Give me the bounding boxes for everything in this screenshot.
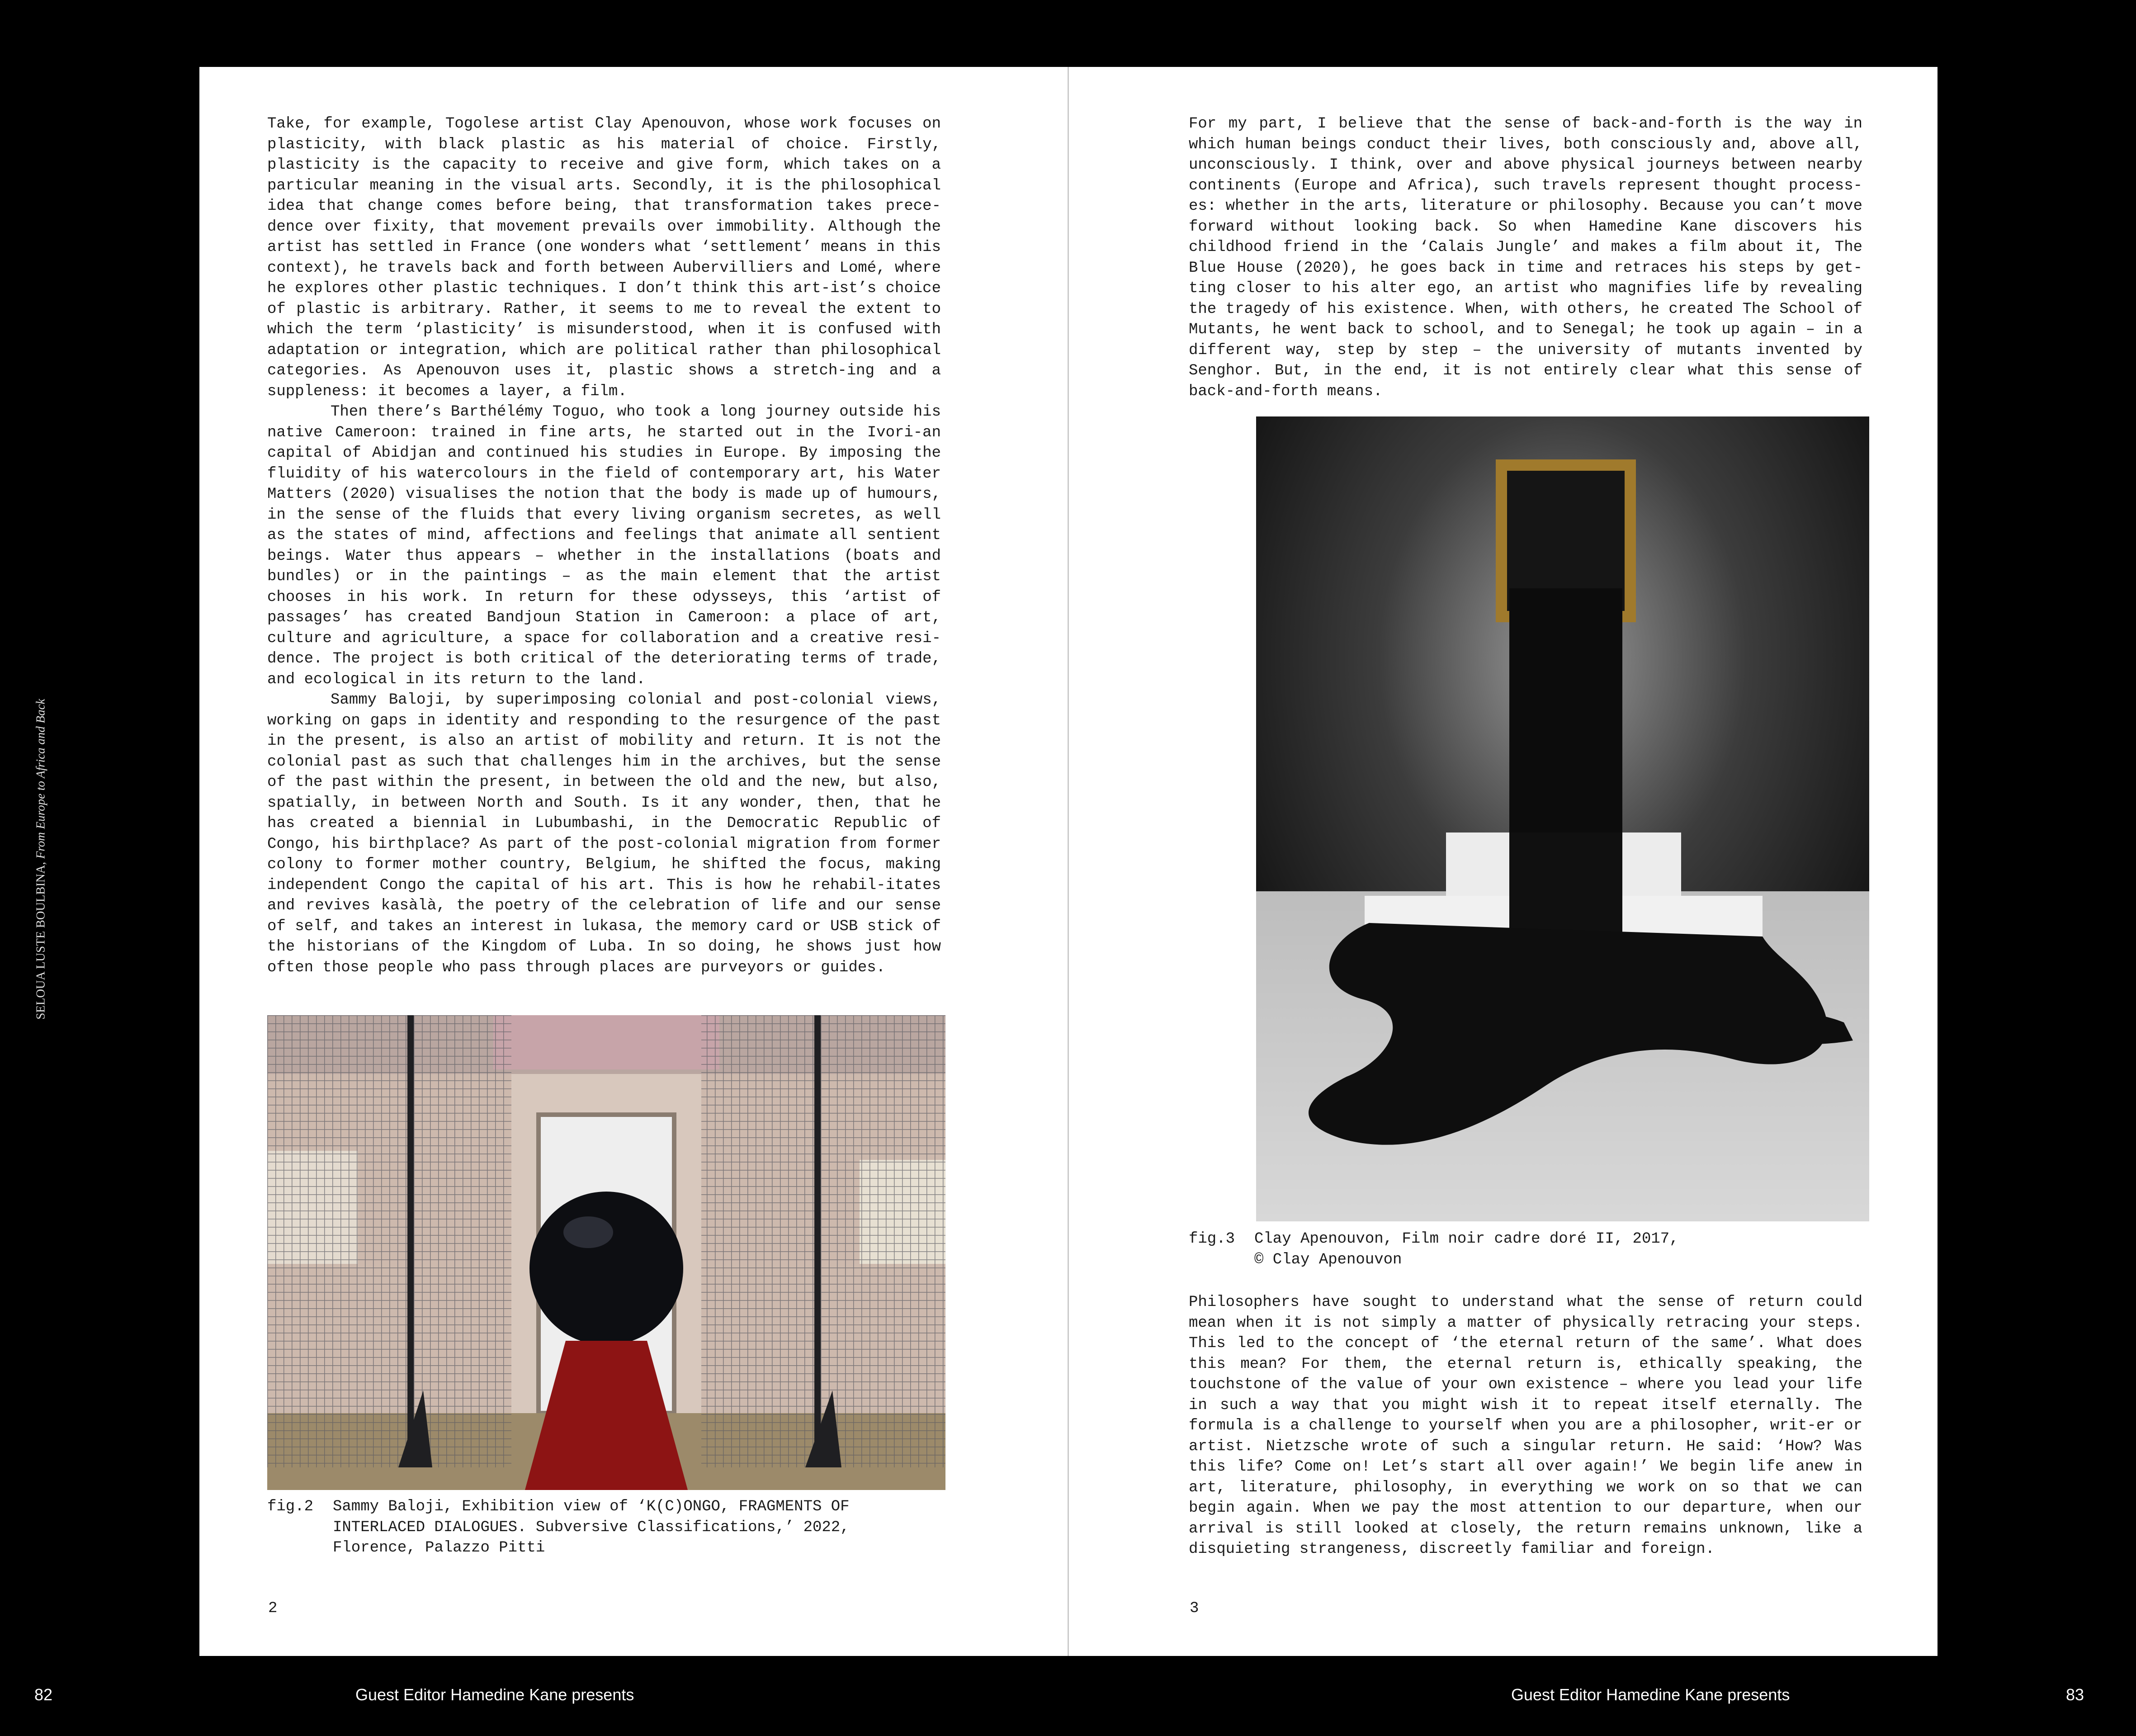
installation-illustration [1256,416,1869,1221]
figure-2-caption [267,1497,945,1559]
footer-left-running-title: Guest Editor Hamedine Kane presents [355,1685,634,1704]
figure-3-installation-photo [1256,416,1869,1221]
left-page-number: 2 [268,1600,278,1617]
right-body-text-bottom [1189,1292,1862,1560]
paragraph-back-and-forth: For my part, I believe that the sense of back-and-forth is the way in which human beings conduct their lives, both consciously and, above all, unconsciously. I think, over and above physical journeys between nearby continents (Europe and Africa), such travels represent thought process-es: whether in the arts, literature or philosophy. Because you can’t move forward without looking back. So when Hamedine Kane discovers his childhood friend in the ‘Calais Jungle’ and makes a film about it, The Blue House (2020), he goes back in time and retraces his steps by get-ting closer to his alter ego, an artist who magnifies life by revealing the tragedy of his existence. When, with others, he created The School of Mutants, he went back to school, and to Senegal; he took up again – in a different way, step by step – the university of mutants invented by Senghor. But, in the end, it is not entirely clear what this sense of back-and-forth means. [1189,115,1862,400]
footer-right-running-title: Guest Editor Hamedine Kane presents [1511,1685,1790,1704]
left-body-text [267,114,941,978]
figure-2-exhibition-photo [267,1015,945,1490]
vertical-author-credit [34,699,48,1019]
paragraph-baloji: Sammy Baloji, by superimposing colonial and post-colonial views, working on gaps in identity and responding to the resurgence of the past in the present, is also an artist of mobility and return. It is not the colonial past as such that challenges him in the archives, but the sense of the past within the present, in between the old and the new, but also, spatially, in between North and South. Is it any wonder, then, that he has created a biennial in Lubumbashi, in the Democratic Republic of Congo, his birthplace? As part of the post-colonial migration from former colony to former mother country, Belgium, he shifted the focus, making independent Congo the capital of his art. This is how he rehabil-itates and revives kasàlà, the poetry of the celebration of life and our sense of self, and takes an interest in lukasa, the memory card or USB stick of the historians of the Kingdom of Luba. In so doing, he shows just how often those people who pass through places are purveyors or guides. [267,691,941,976]
sidebar-title: From Europe to Africa and Back [33,699,47,859]
paragraph-apenouvon: Take, for example, Togolese artist Clay Apenouvon, whose work focuses on plasticity, with black plastic as his material of choice. Firstly, plasticity is the capacity to receive and give form, which takes on a particular meaning in the visual arts. Secondly, it is the philosophical idea that change comes before being, that transformation takes prece-dence over fixity, that movement prevails over immobility. Although the artist has settled in France (one wonders what ‘settlement’ means in this context), he travels back and forth between Aubervilliers and Lomé, where he explores other plastic techniques. I don’t think this art-ist’s choice of plastic is arbitrary. Rather, it seems to me to reveal the extent to which the term ‘plasticity’ is misunderstood, when it is confused with adaptation or integration, which are political rather than philosophical categories. As Apenouvon uses it, plastic shows a stretch-ing and a suppleness: it becomes a layer, a film. [267,115,941,400]
figure-3-label: fig.3 [1189,1230,1235,1248]
sidebar-author: SELOUA LUSTE BOULBINA, [33,861,47,1020]
footer-right-page-number: 83 [2066,1685,2084,1704]
right-page-number: 3 [1190,1600,1199,1617]
figure-2-label: fig.2 [267,1498,314,1515]
paragraph-toguo: Then there’s Barthélémy Toguo, who took a long journey outside his native Cameroon: trained in fine arts, he started out in the Ivori-an capital of Abidjan and continued his studies in Europe. By imposing the fluidity of his watercolours in the field of contemporary art, his Water Matters (2020) visualises the notion that the body is made up of humours, in the sense of the fluids that every living organism secretes, as well as the states of mind, affections and feelings that animate all sentient beings. Water thus appears – whether in the installations (boats and bundles) or in the paintings – as the main element that the artist chooses in his work. In return for these odysseys, this ‘artist of passages’ has created Bandjoun Station in Cameroon: a place of art, culture and agriculture, a space for collaboration and a creative resi-dence. The project is both critical of the deteriorating terms of trade, and ecological in its return to the land. [267,403,941,688]
footer-left-page-number: 82 [34,1685,53,1704]
figure-3-caption [1189,1229,1867,1270]
right-body-text-top [1189,114,1862,402]
paragraph-eternal-return: Philosophers have sought to understand what the sense of return could mean when it is not simply a matter of physically retracing your steps. This led to the concept of ‘the eternal return of the same’. What does this mean? For them, the eternal return is, ethically speaking, the touchstone of the value of your own existence – where you lead your life in such a way that you might wish it to repeat itself eternally. The formula is a challenge to yourself when you are a philosopher, writ-er or artist. Nietzsche wrote of such a singular return. He said: ‘How? Was this life? Come on! Let’s start all over again!’ We begin life anew in art, literature, philosophy, in everything we work on so that we can begin again. When we pay the most attention to our departure, when our arrival is still looked at closely, the return remains unknown, like a disquieting strangeness, discreetly familiar and foreign. [1189,1294,1862,1558]
left-page [199,67,1068,1656]
figure-2-caption-text: Sammy Baloji, Exhibition view of ‘K(C)ONGO, FRAGMENTS OF INTERLACED DIALOGUES. Subversive Classifications,’ 2022, Florence, Palazzo Pitti [333,1498,850,1556]
right-page [1069,67,1938,1656]
exhibition-view-illustration [267,1015,945,1490]
figure-3-caption-text: Clay Apenouvon, Film noir cadre doré II, 2017, © Clay Apenouvon [1254,1230,1679,1268]
